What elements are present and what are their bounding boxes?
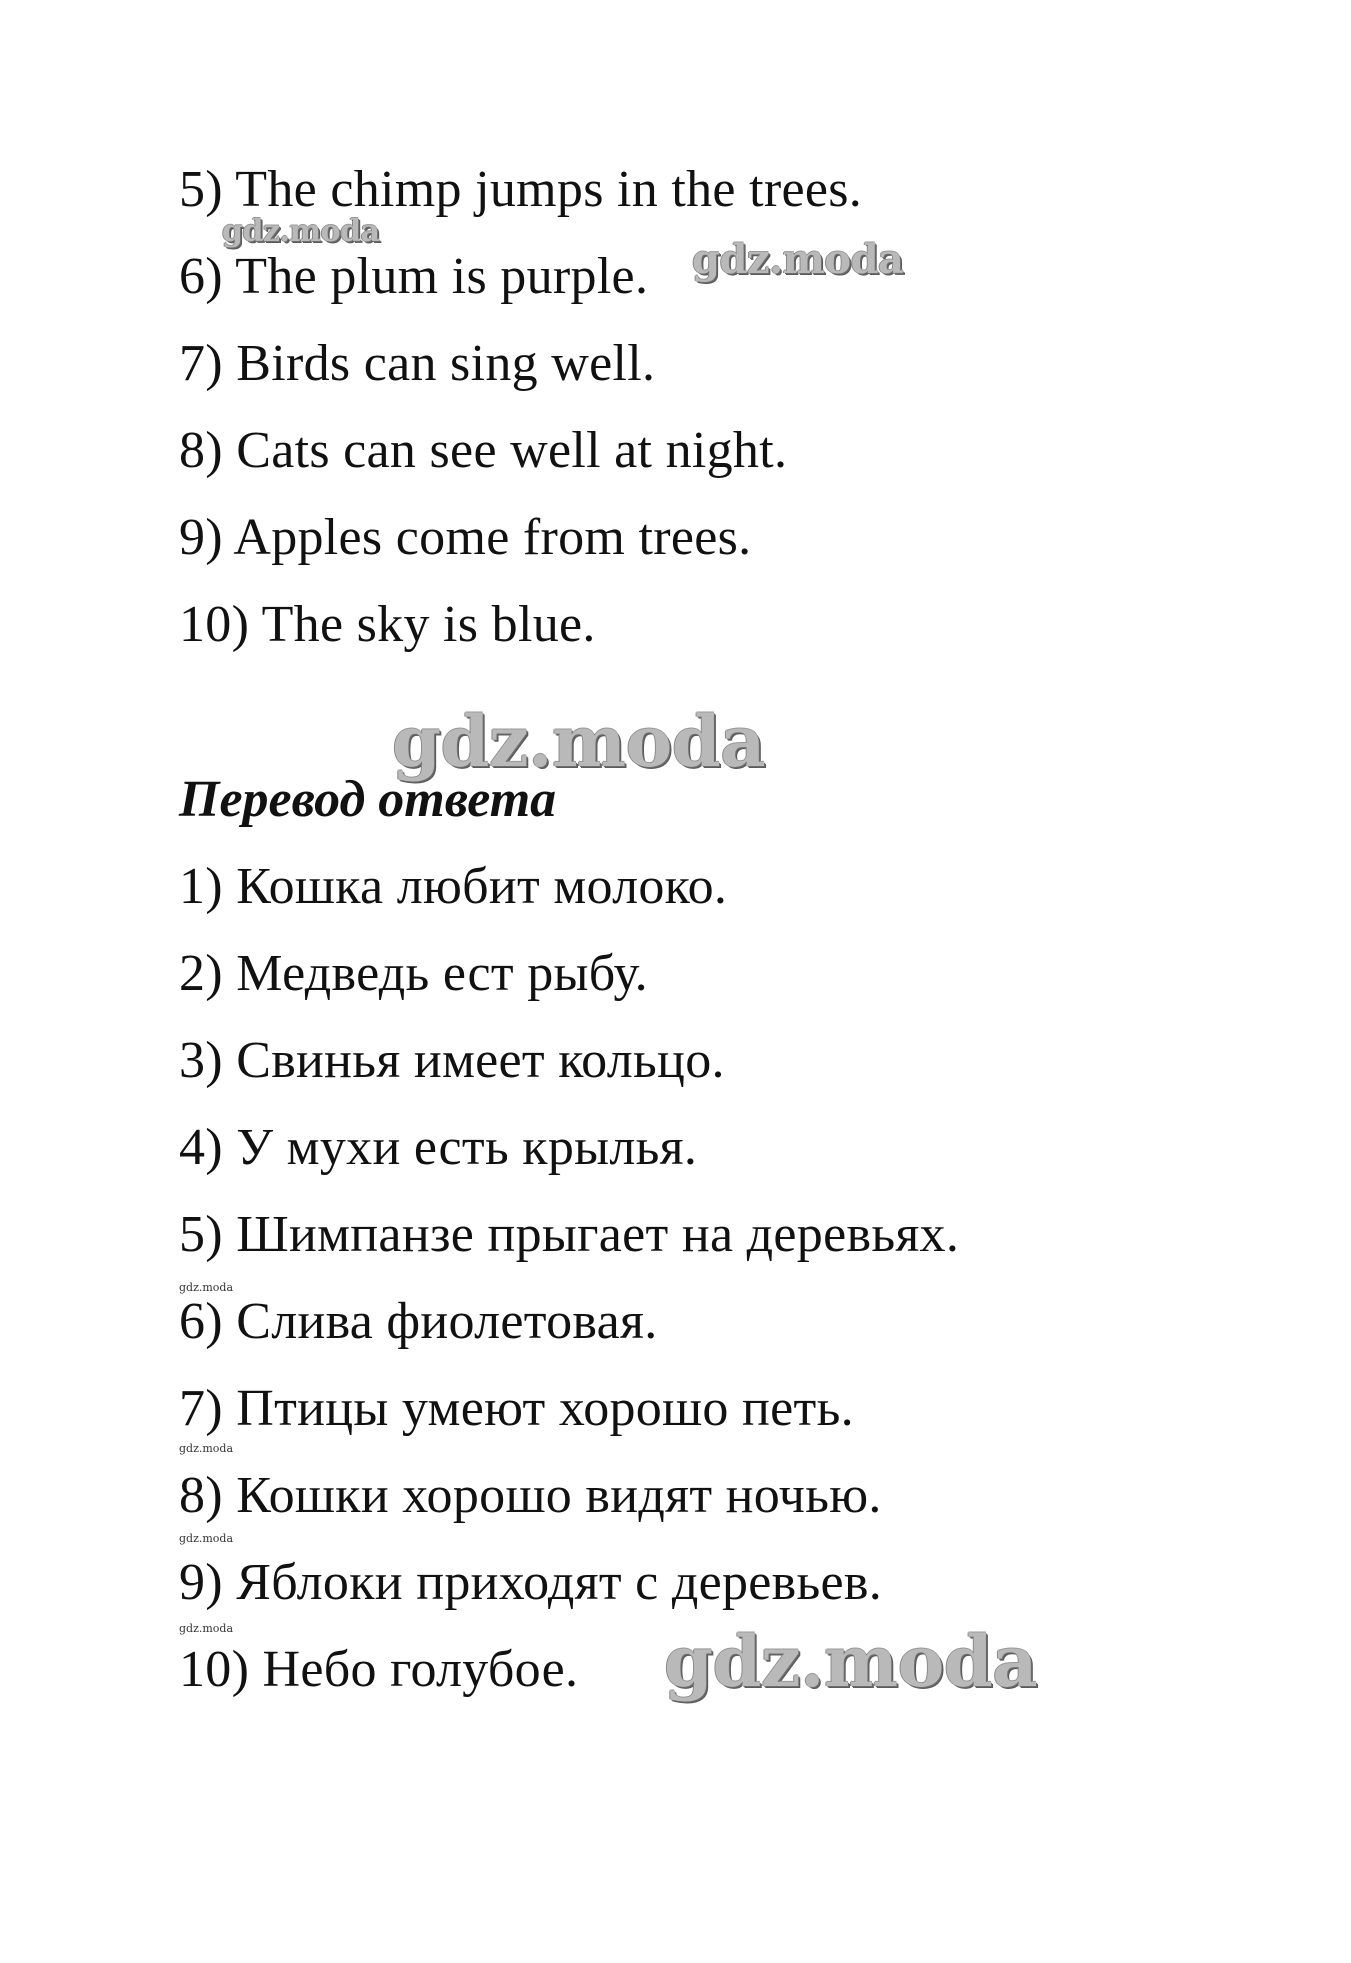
english-line-7: 7) Birds can sing well. bbox=[179, 335, 656, 392]
russian-line-2: 2) Медведь ест рыбу. bbox=[179, 945, 648, 1002]
russian-line-3: 3) Свинья имеет кольцо. bbox=[179, 1032, 725, 1089]
translation-heading: Перевод ответа bbox=[179, 771, 557, 828]
russian-line-10: 10) Небо голубое. bbox=[179, 1641, 579, 1698]
watermark-small: gdz.moda bbox=[179, 1442, 234, 1455]
watermark-small: gdz.moda bbox=[179, 1622, 234, 1635]
russian-line-8: 8) Кошки хорошо видят ночью. bbox=[179, 1467, 882, 1524]
english-line-9: 9) Apples come from trees. bbox=[179, 509, 752, 566]
english-line-6: 6) The plum is purple. bbox=[179, 248, 649, 305]
english-line-8: 8) Cats can see well at night. bbox=[179, 422, 788, 479]
watermark-logo: gdz.moda bbox=[222, 214, 380, 249]
watermark-small: gdz.moda bbox=[179, 1532, 234, 1545]
watermark-logo: gdz.moda bbox=[664, 1620, 1038, 1703]
russian-line-9: 9) Яблоки приходят с деревьев. bbox=[179, 1554, 883, 1611]
russian-line-6: 6) Слива фиолетовая. bbox=[179, 1293, 658, 1350]
russian-line-1: 1) Кошка любит молоко. bbox=[179, 858, 728, 915]
english-line-5: 5) The chimp jumps in the trees. bbox=[179, 161, 863, 218]
watermark-logo: gdz.moda bbox=[392, 700, 766, 783]
english-line-10: 10) The sky is blue. bbox=[179, 596, 596, 653]
watermark-logo: gdz.moda bbox=[692, 236, 904, 283]
russian-line-4: 4) У мухи есть крылья. bbox=[179, 1119, 698, 1176]
russian-line-7: 7) Птицы умеют хорошо петь. bbox=[179, 1380, 854, 1437]
russian-line-5: 5) Шимпанзе прыгает на деревьях. bbox=[179, 1206, 960, 1263]
watermark-small: gdz.moda bbox=[179, 1281, 234, 1294]
